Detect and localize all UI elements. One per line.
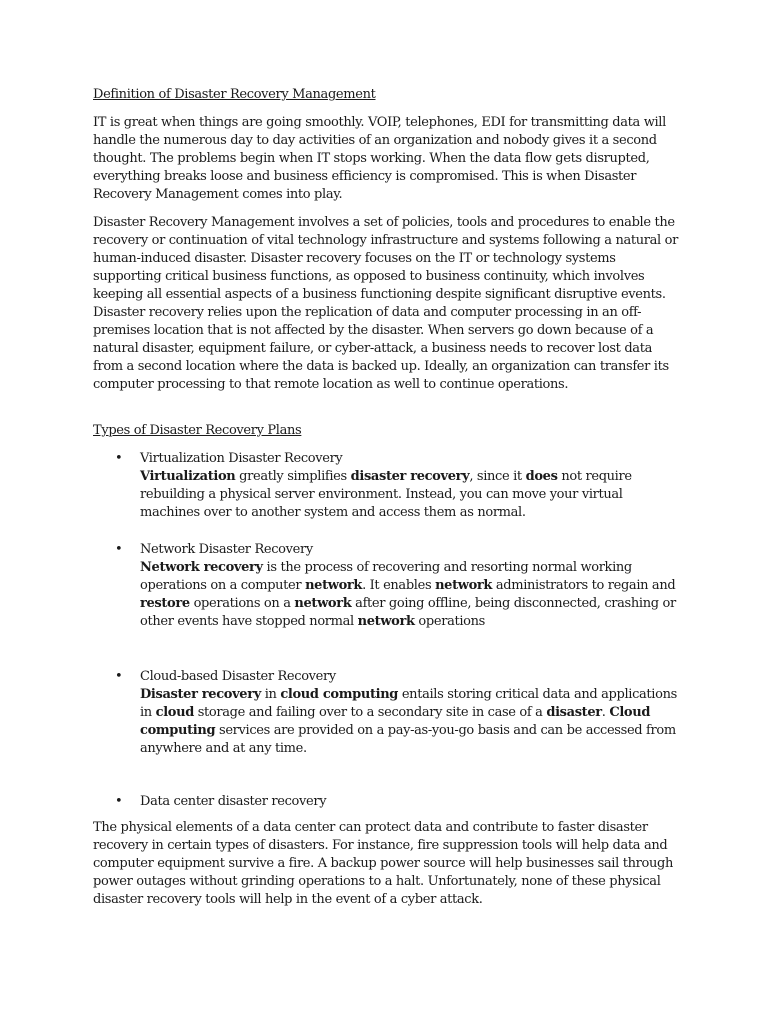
bold-term: network bbox=[305, 578, 363, 593]
bullet-icon: • bbox=[115, 451, 123, 466]
text-run: . bbox=[601, 705, 610, 720]
section-heading-definition: Definition of Disaster Recovery Management bbox=[93, 87, 376, 102]
list-item-cloud bbox=[93, 668, 683, 758]
item-body bbox=[140, 559, 683, 631]
paragraph-datacenter: The physical elements of a data center can protect data and contribute to faster disaster recovery in certain types of disasters. For instance, fire suppression tools will help data and computer equipment survive a fire. A backup power source will help businesses sail through power outages without grinding operations to a halt. Unfortunately, none of these physical disaster recovery tools will help in the event of a cyber attack. bbox=[93, 820, 673, 907]
paragraph-intro: IT is great when things are going smoothly. VOIP, telephones, EDI for transmitting data will handle the numerous day to day activities of an organization and nobody gives it a second thought. The problems begin when IT stops working. When the data flow gets disrupted, everything breaks loose and business efficiency is compromised. This is when Disaster Recovery Management comes into play. bbox=[93, 115, 666, 202]
text-run: entails storing critical data and applications in bbox=[140, 687, 677, 720]
paragraph-definition: Disaster Recovery Management involves a set of policies, tools and procedures to enable the recovery or continuation of vital technology infrastructure and systems following a natural or human-induced disaster. Disaster recovery focuses on the IT or technology systems supporting critical business functions, as opposed to business continuity, which involves keeping all essential aspects of a business functioning despite significant disruptive events. Disaster recovery relies upon the replication of data and computer processing in an off-premises location that is not affected by the disaster. When servers go down because of a natural disaster, equipment failure, or cyber-attack, a business needs to recover lost data from a second location where the data is backed up. Ideally, an organization can transfer its computer processing to that remote location as well to continue operations. bbox=[93, 215, 678, 392]
bold-term: Disaster recovery bbox=[140, 687, 261, 702]
bold-term: network bbox=[294, 596, 352, 611]
item-body bbox=[140, 468, 683, 522]
bold-term: Cloud computing bbox=[140, 705, 651, 738]
text-run: after going offline, being disconnected, crashing or other events have stopped normal bbox=[140, 596, 676, 629]
bold-term: Virtualization bbox=[140, 469, 236, 484]
item-title: Network Disaster Recovery bbox=[140, 542, 313, 557]
item-title: Data center disaster recovery bbox=[140, 794, 327, 809]
item-body bbox=[140, 686, 683, 758]
bold-term: Network recovery bbox=[140, 560, 263, 575]
text-run: , since it bbox=[469, 469, 526, 484]
list-item-virtualization bbox=[93, 450, 683, 522]
item-title: Cloud-based Disaster Recovery bbox=[140, 669, 336, 684]
bold-term: cloud bbox=[155, 705, 194, 720]
bullet-icon: • bbox=[115, 542, 123, 557]
bold-term: network bbox=[357, 614, 415, 629]
bullet-icon: • bbox=[115, 794, 123, 809]
bold-term: cloud computing bbox=[280, 687, 399, 702]
text-run: operations on a bbox=[189, 596, 295, 611]
list-item-network bbox=[93, 541, 683, 631]
text-run: . It enables bbox=[362, 578, 436, 593]
section-heading-types: Types of Disaster Recovery Plans bbox=[93, 423, 302, 438]
bold-term: does bbox=[525, 469, 558, 484]
document-page bbox=[93, 86, 683, 909]
text-run: administrators to regain and bbox=[492, 578, 676, 593]
text-run: storage and failing over to a secondary site in case of a bbox=[193, 705, 547, 720]
bold-term: disaster bbox=[546, 705, 602, 720]
bold-term: disaster recovery bbox=[350, 469, 470, 484]
item-title: Virtualization Disaster Recovery bbox=[140, 451, 343, 466]
bold-term: restore bbox=[140, 596, 190, 611]
text-run: not require rebuilding a physical server environment. Instead, you can move your virtual machines over to another system and access them as normal. bbox=[140, 469, 632, 520]
text-run: greatly simplifies bbox=[235, 469, 351, 484]
list-item-datacenter bbox=[93, 793, 683, 811]
bold-term: network bbox=[435, 578, 493, 593]
recovery-plan-list bbox=[93, 450, 683, 811]
text-run: services are provided on a pay-as-you-go basis and can be accessed from anywhere and at any time. bbox=[140, 723, 676, 756]
text-run: operations bbox=[414, 614, 485, 629]
text-run: is the process of recovering and resorting normal working operations on a computer bbox=[140, 560, 632, 593]
text-run: in bbox=[260, 687, 281, 702]
bullet-icon: • bbox=[115, 669, 123, 684]
